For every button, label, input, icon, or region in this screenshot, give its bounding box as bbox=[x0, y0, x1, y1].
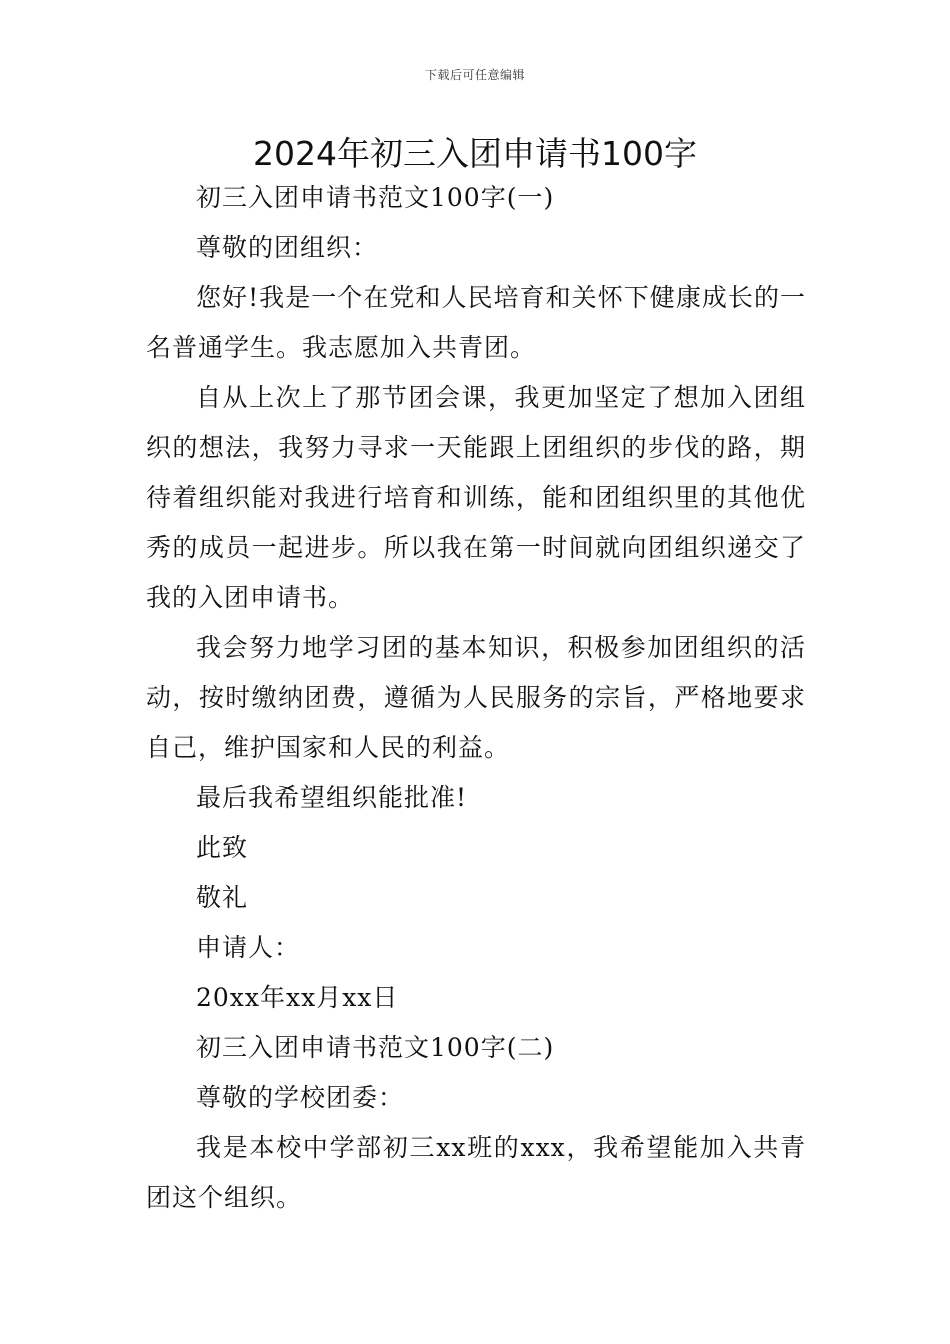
section-heading: 初三入团申请书范文100字(一) bbox=[196, 183, 555, 212]
salutation: 尊敬的团组织： bbox=[196, 233, 379, 262]
header-note: 下载后可任意编辑 bbox=[424, 68, 525, 82]
body-paragraph: 我是本校中学部初三xx班的xxx，我希望能加入共青团这个组织。 bbox=[146, 1133, 806, 1212]
closing-line: 此致 bbox=[196, 833, 249, 862]
closing-line: 敬礼 bbox=[196, 883, 249, 912]
section-heading: 初三入团申请书范文100字(二) bbox=[196, 1033, 555, 1062]
body-paragraph: 最后我希望组织能批准! bbox=[196, 783, 468, 812]
date-line: 20xx年xx月xx日 bbox=[196, 983, 399, 1012]
signature-label: 申请人： bbox=[196, 933, 301, 962]
body-paragraph: 您好!我是一个在党和人民培育和关怀下健康成长的一名普通学生。我志愿加入共青团。 bbox=[146, 283, 806, 362]
body-paragraph: 自从上次上了那节团会课，我更加坚定了想加入团组织的想法，我努力寻求一天能跟上团组织的步伐的路，期待着组织能对我进行培育和训练，能和团组织里的其他优秀的成员一起进步。所以我在第一时间就向团组织递交了我的入团申请书。 bbox=[146, 383, 806, 612]
body-paragraph: 我会努力地学习团的基本知识，积极参加团组织的活动，按时缴纳团费，遵循为人民服务的宗旨，严格地要求自己，维护国家和人民的利益。 bbox=[146, 633, 806, 762]
document-body bbox=[146, 173, 806, 1223]
salutation: 尊敬的学校团委： bbox=[196, 1083, 405, 1112]
document-title: 2024年初三入团申请书100字 bbox=[253, 134, 697, 173]
